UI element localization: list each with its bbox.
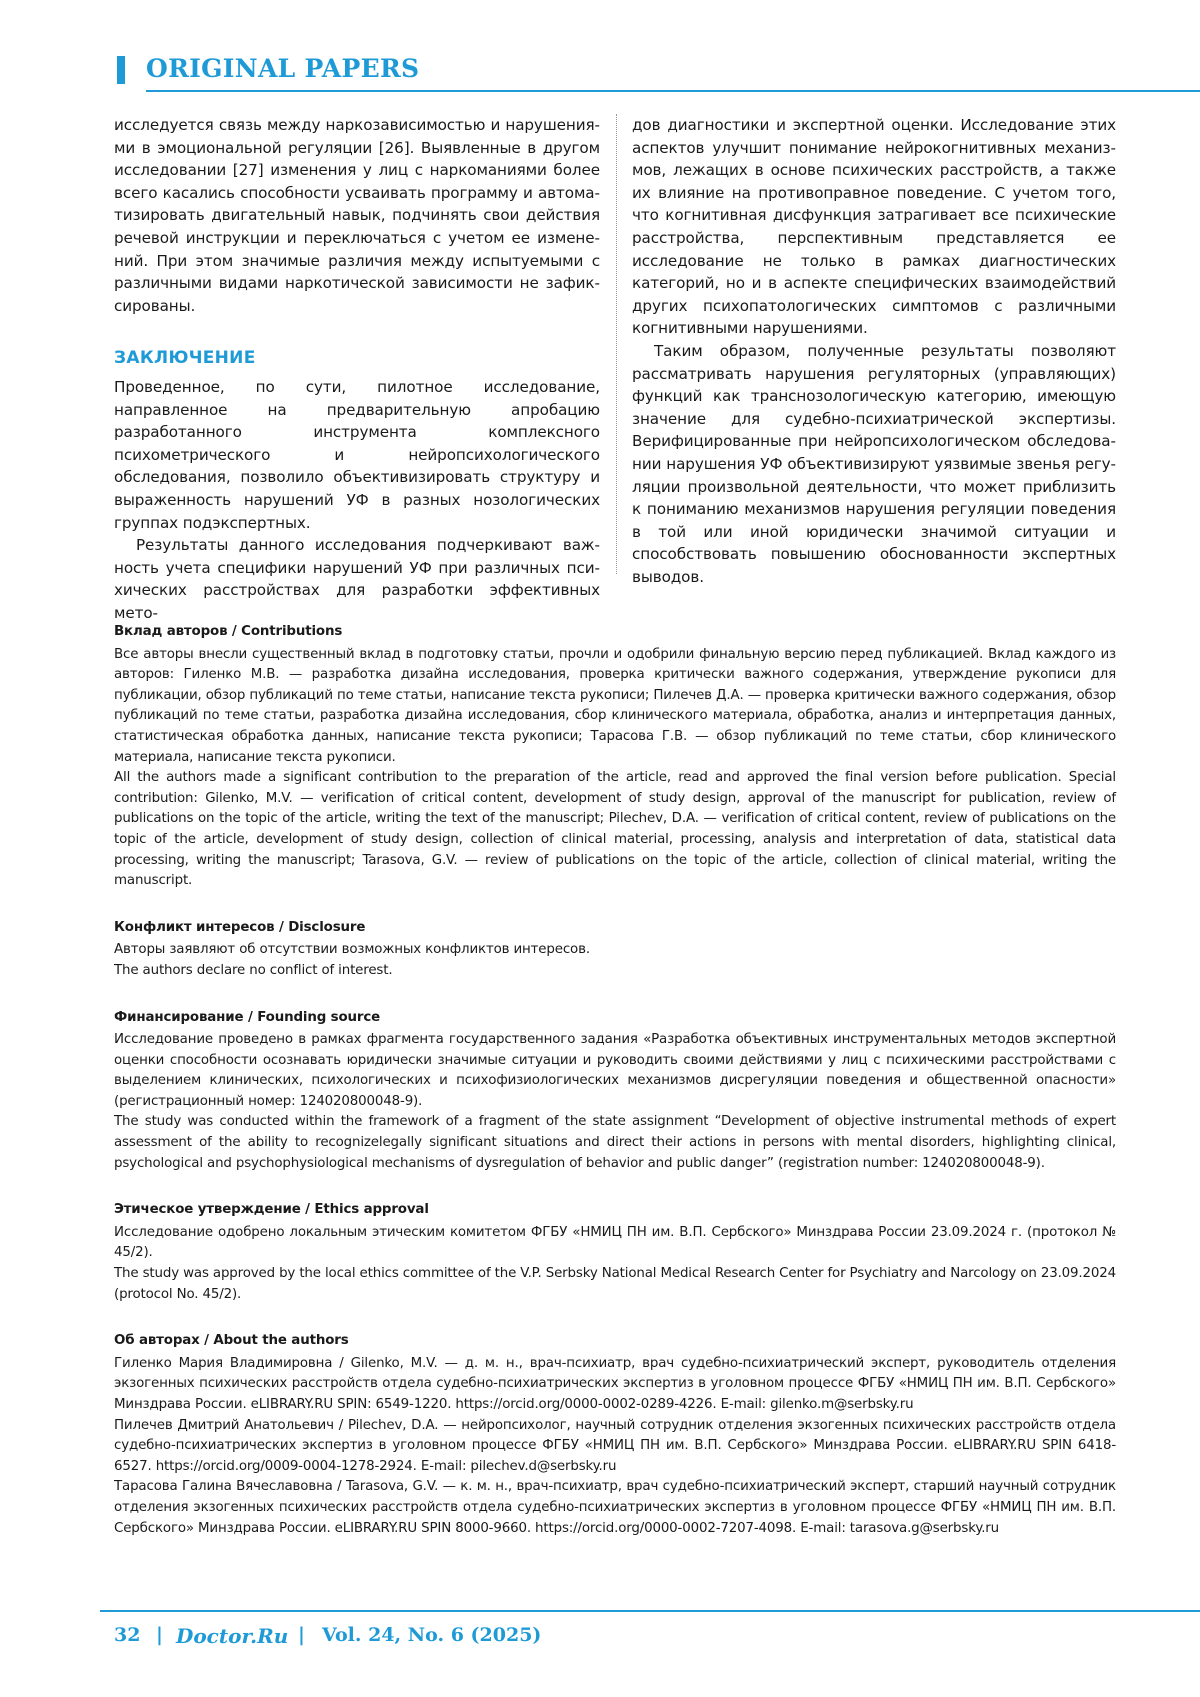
author-3: Тарасова Галина Вячеславовна / Tarasova, G.V. — к. м. н., врач-психиатр, врач судебно-психиатрический эксперт, старший научный сотрудник отделения экзогенных психических расстройств отдела судебно-психиатрических экспертиз в уголовном процессе ФГБУ «НМИЦ ПН им. В.П. Сербского» Минздрава России. eLIBRARY.RU SPIN 8000-9660. https://orcid.org/0000-0002-7207-4098. E-mail: tarasova.g@serbsky.ru xyxy=(114,1479,1116,1536)
funding-block xyxy=(114,1008,1116,1175)
funding-ru: Исследование проведено в рамках фрагмента государственного задания «Разработка объективных инструментальных методов экспертной оценки способности осознавать юридически значимые ситуации и руководить своими действиями у лиц с психическими расстройствами с выделением клинических, психологических и психофизиологических механизмов дисрегуляции поведения и общественной опасности» (регистрационный номер: 124020800048-9). xyxy=(114,1032,1116,1109)
running-header xyxy=(0,54,1200,94)
footer-separator: | xyxy=(156,1624,163,1646)
article-notes xyxy=(114,622,1116,1565)
funding-en: The study was conducted within the framework of a fragment of the state assignment “Development of objective instrumental methods of expert assessment of the ability to recognizelegally significant situations and direct their actions in persons with mental disorders, highlighting clinical, psychological and psychophysiological mechanisms of dysregulation of behavior and public danger” (registration number: 124020800048-9). xyxy=(114,1114,1116,1171)
funding-heading: Финансирование / Founding source xyxy=(114,1009,381,1025)
footer-rule xyxy=(100,1610,1200,1612)
journal-logo: Doctor.Ru xyxy=(176,1624,289,1648)
ethics-en: The study was approved by the local ethics committee of the V.P. Serbsky National Medical Research Center for Psychiatry and Narcology on 23.09.2024 (protocol No. 45/2). xyxy=(114,1266,1116,1302)
author-2: Пилечев Дмитрий Анатольевич / Pilechev, D.A. — нейропсихолог, научный сотрудник отделения экзогенных психических расстройств отдела судебно-психиатрических экспертиз в уголовном процессе ФГБУ «НМИЦ ПН им. В.П. Сербского» Минздрава России. eLIBRARY.RU SPIN 6418-6527. https://orcid.org/0009-0004-1278-2924. E-mail: pilechev.d@serbsky.ru xyxy=(114,1417,1116,1474)
left-column xyxy=(114,114,600,624)
ethics-ru: Исследование одобрено локальным этическим комитетом ФГБУ «НМИЦ ПН им. В.П. Сербского» Минздрава России 23.09.2024 г. (протокол № 45/2). xyxy=(114,1224,1116,1261)
contributions-heading: Вклад авторов / Contributions xyxy=(114,624,343,639)
header-rule xyxy=(146,90,1200,92)
authors-block xyxy=(114,1331,1116,1539)
right-column xyxy=(632,114,1116,588)
disclosure-block xyxy=(114,918,1116,982)
ethics-heading: Этическое утверждение / Ethics approval xyxy=(114,1202,429,1218)
header-accent-bar xyxy=(117,56,125,84)
left-paragraph-1: исследуется связь между наркозависимостью и нарушениями в эмоциональной регуляции [26]. Выявленные в другом исследовании [27] изменения у лиц с наркоманиями более всего касались способности усваивать программу и автоматизировать двигательный навык, подчинять свои действия речевой инструкции и переключаться с учетом ее изменений. При этом значимые различия между испытуемыми с различными видами наркотической зависимости не зафиксированы. xyxy=(114,116,600,315)
ethics-block xyxy=(114,1200,1116,1305)
section-heading-conclusion: ЗАКЛЮЧЕНИЕ xyxy=(114,348,256,369)
disclosure-ru: Авторы заявляют об отсутствии возможных конфликтов интересов. xyxy=(114,942,590,958)
left-paragraph-2: Проведенное, по сути, пилотное исследование, направленное на предварительную апробацию разработанного инструмента комплексного психометрического и нейропсихологического обследования, позволило объективизировать структуру и выраженность нарушений УФ в разных нозологических группах подэкспертных. xyxy=(114,377,600,532)
right-paragraph-2: Таким образом, полученные результаты позволяют рассматривать нарушения регуляторных (управляющих) функций как транснозологическую категорию, имеющую значение для судебно-психиатрической экспертизы. Верифицированные при нейропсихологическом обследовании нарушения УФ объективизируют уязвимые звенья регуляции произвольной деятельности, что может приблизить к пониманию механизмов нарушения регуляции поведения в той или иной юридически значимой ситуации и способствовать повышению обоснованности экспертных выводов. xyxy=(632,341,1116,586)
volume-info: Vol. 24, No. 6 (2025) xyxy=(322,1624,542,1646)
left-paragraph-3: Результаты данного исследования подчеркивают важность учета специфики нарушений УФ при различных психических расстройствах для разработки эффективных мето- xyxy=(114,536,600,622)
footer-separator: | xyxy=(298,1624,305,1646)
disclosure-heading: Конфликт интересов / Disclosure xyxy=(114,919,366,935)
section-label: ORIGINAL PAPERS xyxy=(146,54,420,83)
contributions-block xyxy=(114,622,1116,892)
page-number: 32 xyxy=(114,1624,141,1646)
author-1: Гиленко Мария Владимировна / Gilenko, M.V. — д. м. н., врач-психиатр, врач судебно-психиатрический эксперт, руководитель отделения экзогенных психических расстройств отдела судебно-психиатрических экспертиз в уголовном процессе ФГБУ «НМИЦ ПН им. В.П. Сербского» Минздрава России. eLIBRARY.RU SPIN: 6549-1220. https://orcid.org/0000-0002-0289-4226. E-mail: gilenko.m@serbsky.ru xyxy=(114,1355,1116,1412)
disclosure-en: The authors declare no conflict of interest. xyxy=(114,962,393,978)
running-footer xyxy=(0,1610,1200,1660)
authors-heading: Об авторах / About the authors xyxy=(114,1333,349,1349)
column-divider xyxy=(616,114,617,574)
right-paragraph-1: дов диагностики и экспертной оценки. Исследование этих аспектов улучшит понимание нейрокогнитивных механизмов, лежащих в основе психических расстройств, а также их влияние на противоправное поведение. С учетом того, что когнитивная дисфункция затрагивает все психические расстройства, перспективным представляется ее исследование не только в рамках диагностических категорий, но и в аспекте специфических взаимодействий других психопатологических симптомов с различными когнитивными нарушениями. xyxy=(632,116,1116,338)
contributions-en: All the authors made a significant contribution to the preparation of the article, read and approved the final version before publication. Special contribution: Gilenko, M.V. — verification of critical content, development of study design, approval of the manuscript for publication, review of publications on the topic of the article, writing the text of the manuscript; Pilechev, D.A. — verification of critical content, review of publications on the topic of the article, development of study design, collection of clinical material, processing, analysis and interpretation of data, statistical data processing, writing the manuscript; Tarasova, G.V. — review of publications on the topic of the article, collection of clinical material, writing the manuscript. xyxy=(114,770,1116,889)
contributions-ru: Все авторы внесли существенный вклад в подготовку статьи, прочли и одобрили финальную версию перед публикацией. Вклад каждого из авторов: Гиленко М.В. — разработка дизайна исследования, проверка критически важного содержания, утверждение рукописи для публикации, обзор публикаций по теме статьи, написание текста рукописи; Пилечев Д.А. — проверка критически важного содержания, обзор публикаций по теме статьи, разработка дизайна исследования, сбор клинического материала, обработка, анализ и интерпретация данных, статистическая обработка данных, написание текста рукописи; Тарасова Г.В. — обзор публикаций по теме статьи, сбор клинического материала, написание текста рукописи. xyxy=(114,646,1116,765)
